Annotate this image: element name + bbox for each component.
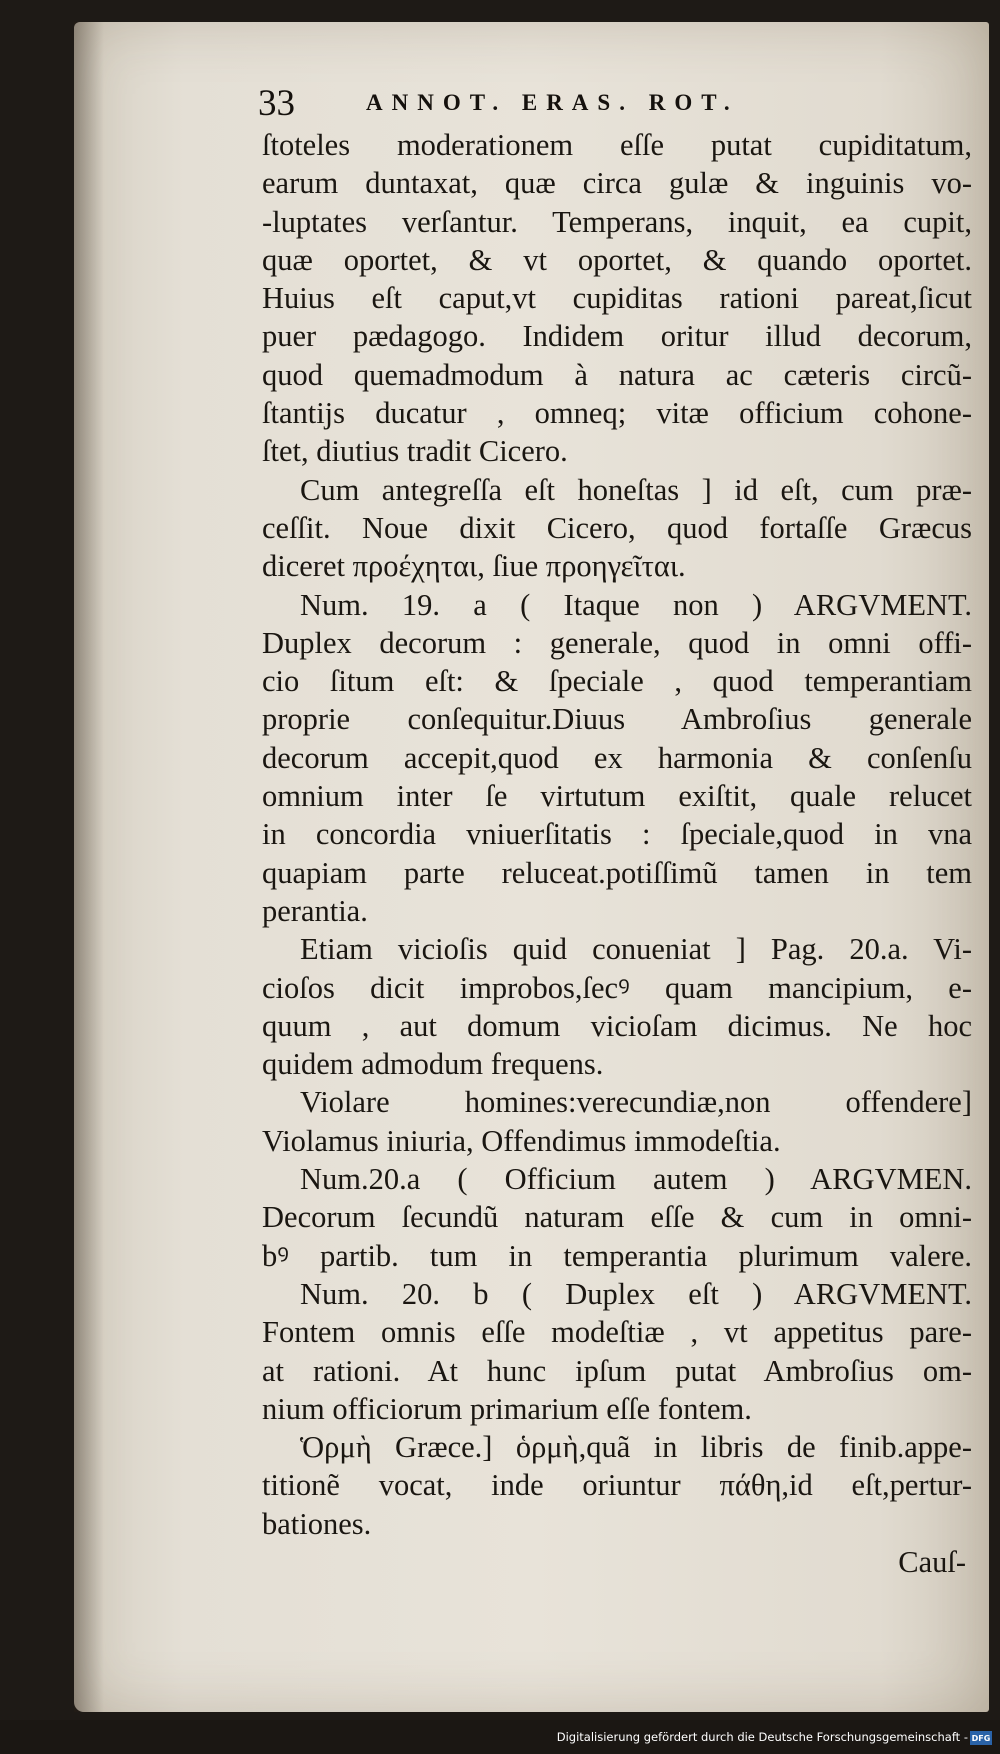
page-number: 33	[258, 83, 295, 124]
lemma-line: Violare homines:verecundiæ,non offendere]	[300, 1085, 972, 1120]
text-line: Decorum ſecundũ naturam eſſe & cum in omni-	[262, 1200, 972, 1235]
text-line: proprie conſequitur.Diuus Ambroſius generale	[262, 702, 972, 737]
text-line: puer pædagogo. Indidem oritur illud decorum,	[262, 319, 972, 354]
text-line: earum duntaxat, quæ circa gulæ & inguinis vo-	[262, 166, 972, 201]
text-line: quod quemadmodum à natura ac cæteris circũ-	[262, 357, 972, 392]
text-line: Fontem omnis eſſe modeſtiæ , vt appetitus pare-	[262, 1315, 972, 1350]
lemma-line: Etiam vicioſis quid conueniat ] Pag. 20.a. Vi-	[300, 932, 972, 967]
text-line: titionẽ vocat, inde oriuntur πάθη,id eſt,pertur-	[262, 1468, 972, 1503]
running-head: ANNOT. ERAS. ROT.	[366, 90, 739, 115]
text-line: at rationi. At hunc ipſum putat Ambroſius om-	[262, 1353, 972, 1388]
page-header	[258, 82, 818, 124]
text-line: ceſſit. Noue dixit Cicero, quod fortaſſe Græcus	[262, 510, 972, 545]
argument-heading: Num. 20. b ( Duplex eſt ) ARGVMENT.	[300, 1276, 972, 1311]
text-line: decorum accepit,quod ex harmonia & conſenſu	[262, 740, 972, 775]
dfg-logo-icon: DFG	[970, 1731, 992, 1745]
text-line: -luptates verſantur. Temperans, inquit, ea cupit,	[262, 204, 972, 239]
text-line: ſtet, diutius tradit Cicero.	[262, 434, 568, 469]
argument-heading: Num.20.a ( Officium autem ) ARGVMEN.	[300, 1162, 972, 1197]
text-line: omnium inter ſe virtutum exiſtit, quale relucet	[262, 779, 972, 814]
text-line: ſtantijs ducatur , omneq; vitæ officium cohone-	[262, 396, 972, 431]
text-line: perantia.	[262, 893, 368, 928]
funding-credit: Digitalisierung gefördert durch die Deutsche Forschungsgemeinschaft -	[556, 1730, 968, 1744]
lemma-line: Cum antegreſſa eſt honeſtas ] id eſt, cum præ-	[300, 472, 972, 507]
text-line: Duplex decorum : generale, quod in omni offi-	[262, 625, 972, 660]
catchword: Cauſ-	[898, 1544, 966, 1579]
text-line: nium officiorum primarium eſſe fontem.	[262, 1391, 752, 1426]
text-line: bationes.	[262, 1506, 372, 1541]
text-line: Violamus iniuria, Offendimus immodeſtia.	[262, 1123, 781, 1158]
text-line: Huius eſt caput,vt cupiditas rationi pareat,ſicut	[262, 281, 972, 316]
text-line: cioſos dicit improbos,ſecꝰ quam mancipium, e-	[262, 970, 972, 1005]
lemma-line: Ὁρμὴ Græce.] ὁρμὴ,quã in libris de finib.appe-	[300, 1430, 972, 1465]
text-line: bꝰ partib. tum in temperantia plurimum valere.	[262, 1238, 972, 1273]
footer-bar	[0, 1720, 1000, 1754]
gutter-shadow	[74, 22, 104, 1712]
text-line: cio ſitum eſt: & ſpeciale , quod temperantiam	[262, 664, 972, 699]
text-line: ſtoteles moderationem eſſe putat cupiditatum,	[262, 128, 972, 162]
text-line: in concordia vniuerſitatis : ſpeciale,quod in vna	[262, 817, 972, 852]
argument-heading: Num. 19. a ( Itaque non ) ARGVMENT.	[300, 587, 972, 622]
text-line: quæ oportet, & vt oportet, & quando oportet.	[262, 242, 972, 277]
text-line: quum , aut domum vicioſam dicimus. Ne hoc	[262, 1008, 972, 1043]
text-line: quapiam parte reluceat.potiſſimũ tamen in tem	[262, 855, 972, 890]
text-line: quidem admodum frequens.	[262, 1047, 604, 1082]
body-text	[262, 126, 972, 1581]
text-line: diceret προέχηται, ſiue προηγεῖται.	[262, 549, 686, 584]
